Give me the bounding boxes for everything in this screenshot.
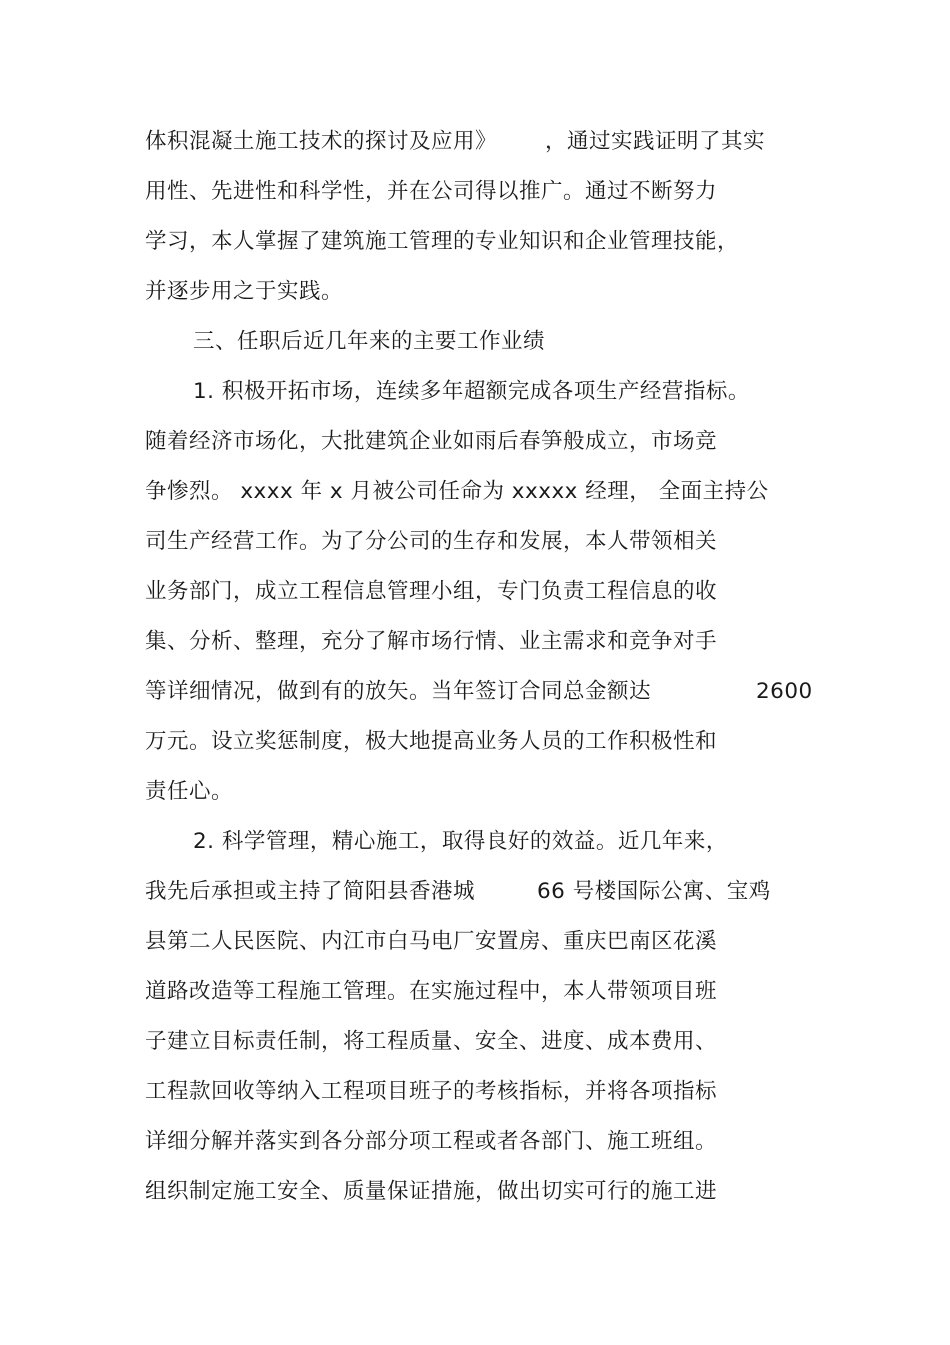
paragraph-line: 子建立目标责任制，将工程质量、安全、进度、成本费用、 bbox=[145, 1029, 718, 1054]
paragraph-line: 道路改造等工程施工管理。在实施过程中，本人带领项目班 bbox=[145, 979, 718, 1004]
paragraph-line: 县第二人民医院、内江市白马电厂安置房、重庆巴南区花溪 bbox=[145, 929, 718, 954]
paragraph-line: 随着经济市场化，大批建筑企业如雨后春笋般成立，市场竞 bbox=[145, 429, 718, 454]
paragraph-line: 集、分析、整理，充分了解市场行情、业主需求和竞争对手 bbox=[145, 629, 718, 654]
paragraph-line bbox=[145, 677, 813, 707]
item-heading: 1. 积极开拓市场，连续多年超额完成各项生产经营指标。 bbox=[193, 379, 750, 404]
item-heading: 2. 科学管理，精心施工，取得良好的效益。近几年来， bbox=[193, 829, 728, 854]
contract-amount: 2600 bbox=[756, 679, 813, 704]
paragraph-line: 万元。设立奖惩制度，极大地提高业务人员的工作积极性和 bbox=[145, 729, 718, 754]
paragraph-line bbox=[145, 127, 766, 157]
text-segment: 体积混凝土施工技术的探讨及应用》 bbox=[145, 129, 498, 154]
text-segment: 等详细情况，做到有的放矢。当年签订合同总金额达 bbox=[145, 679, 652, 704]
paragraph-line: 学习，本人掌握了建筑施工管理的专业知识和企业管理技能， bbox=[145, 229, 740, 254]
paragraph-line: 业务部门，成立工程信息管理小组，专门负责工程信息的收 bbox=[145, 579, 718, 604]
paragraph-line: 工程款回收等纳入工程项目班子的考核指标，并将各项指标 bbox=[145, 1079, 718, 1104]
section-heading: 三、任职后近几年来的主要工作业绩 bbox=[193, 329, 546, 354]
text-segment: 66 号楼国际公寓、宝鸡 bbox=[537, 879, 771, 904]
paragraph-line: 争惨烈。 xxxx 年 x 月被公司任命为 xxxxx 经理， 全面主持公 bbox=[145, 479, 769, 504]
text-segment: 我先后承担或主持了简阳县香港城 bbox=[145, 879, 476, 904]
paragraph-line: 司生产经营工作。为了分公司的生存和发展，本人带领相关 bbox=[145, 529, 718, 554]
paragraph-line: 详细分解并落实到各分部分项工程或者各部门、施工班组。 bbox=[145, 1129, 718, 1154]
paragraph-line: 组织制定施工安全、质量保证措施，做出切实可行的施工进 bbox=[145, 1179, 718, 1204]
text-segment: ，通过实践证明了其实 bbox=[545, 129, 766, 154]
paragraph-line: 用性、先进性和科学性，并在公司得以推广。通过不断努力 bbox=[145, 179, 718, 204]
paragraph-line: 责任心。 bbox=[145, 779, 234, 804]
paragraph-line: 并逐步用之于实践。 bbox=[145, 279, 344, 304]
paragraph-line bbox=[145, 877, 771, 907]
